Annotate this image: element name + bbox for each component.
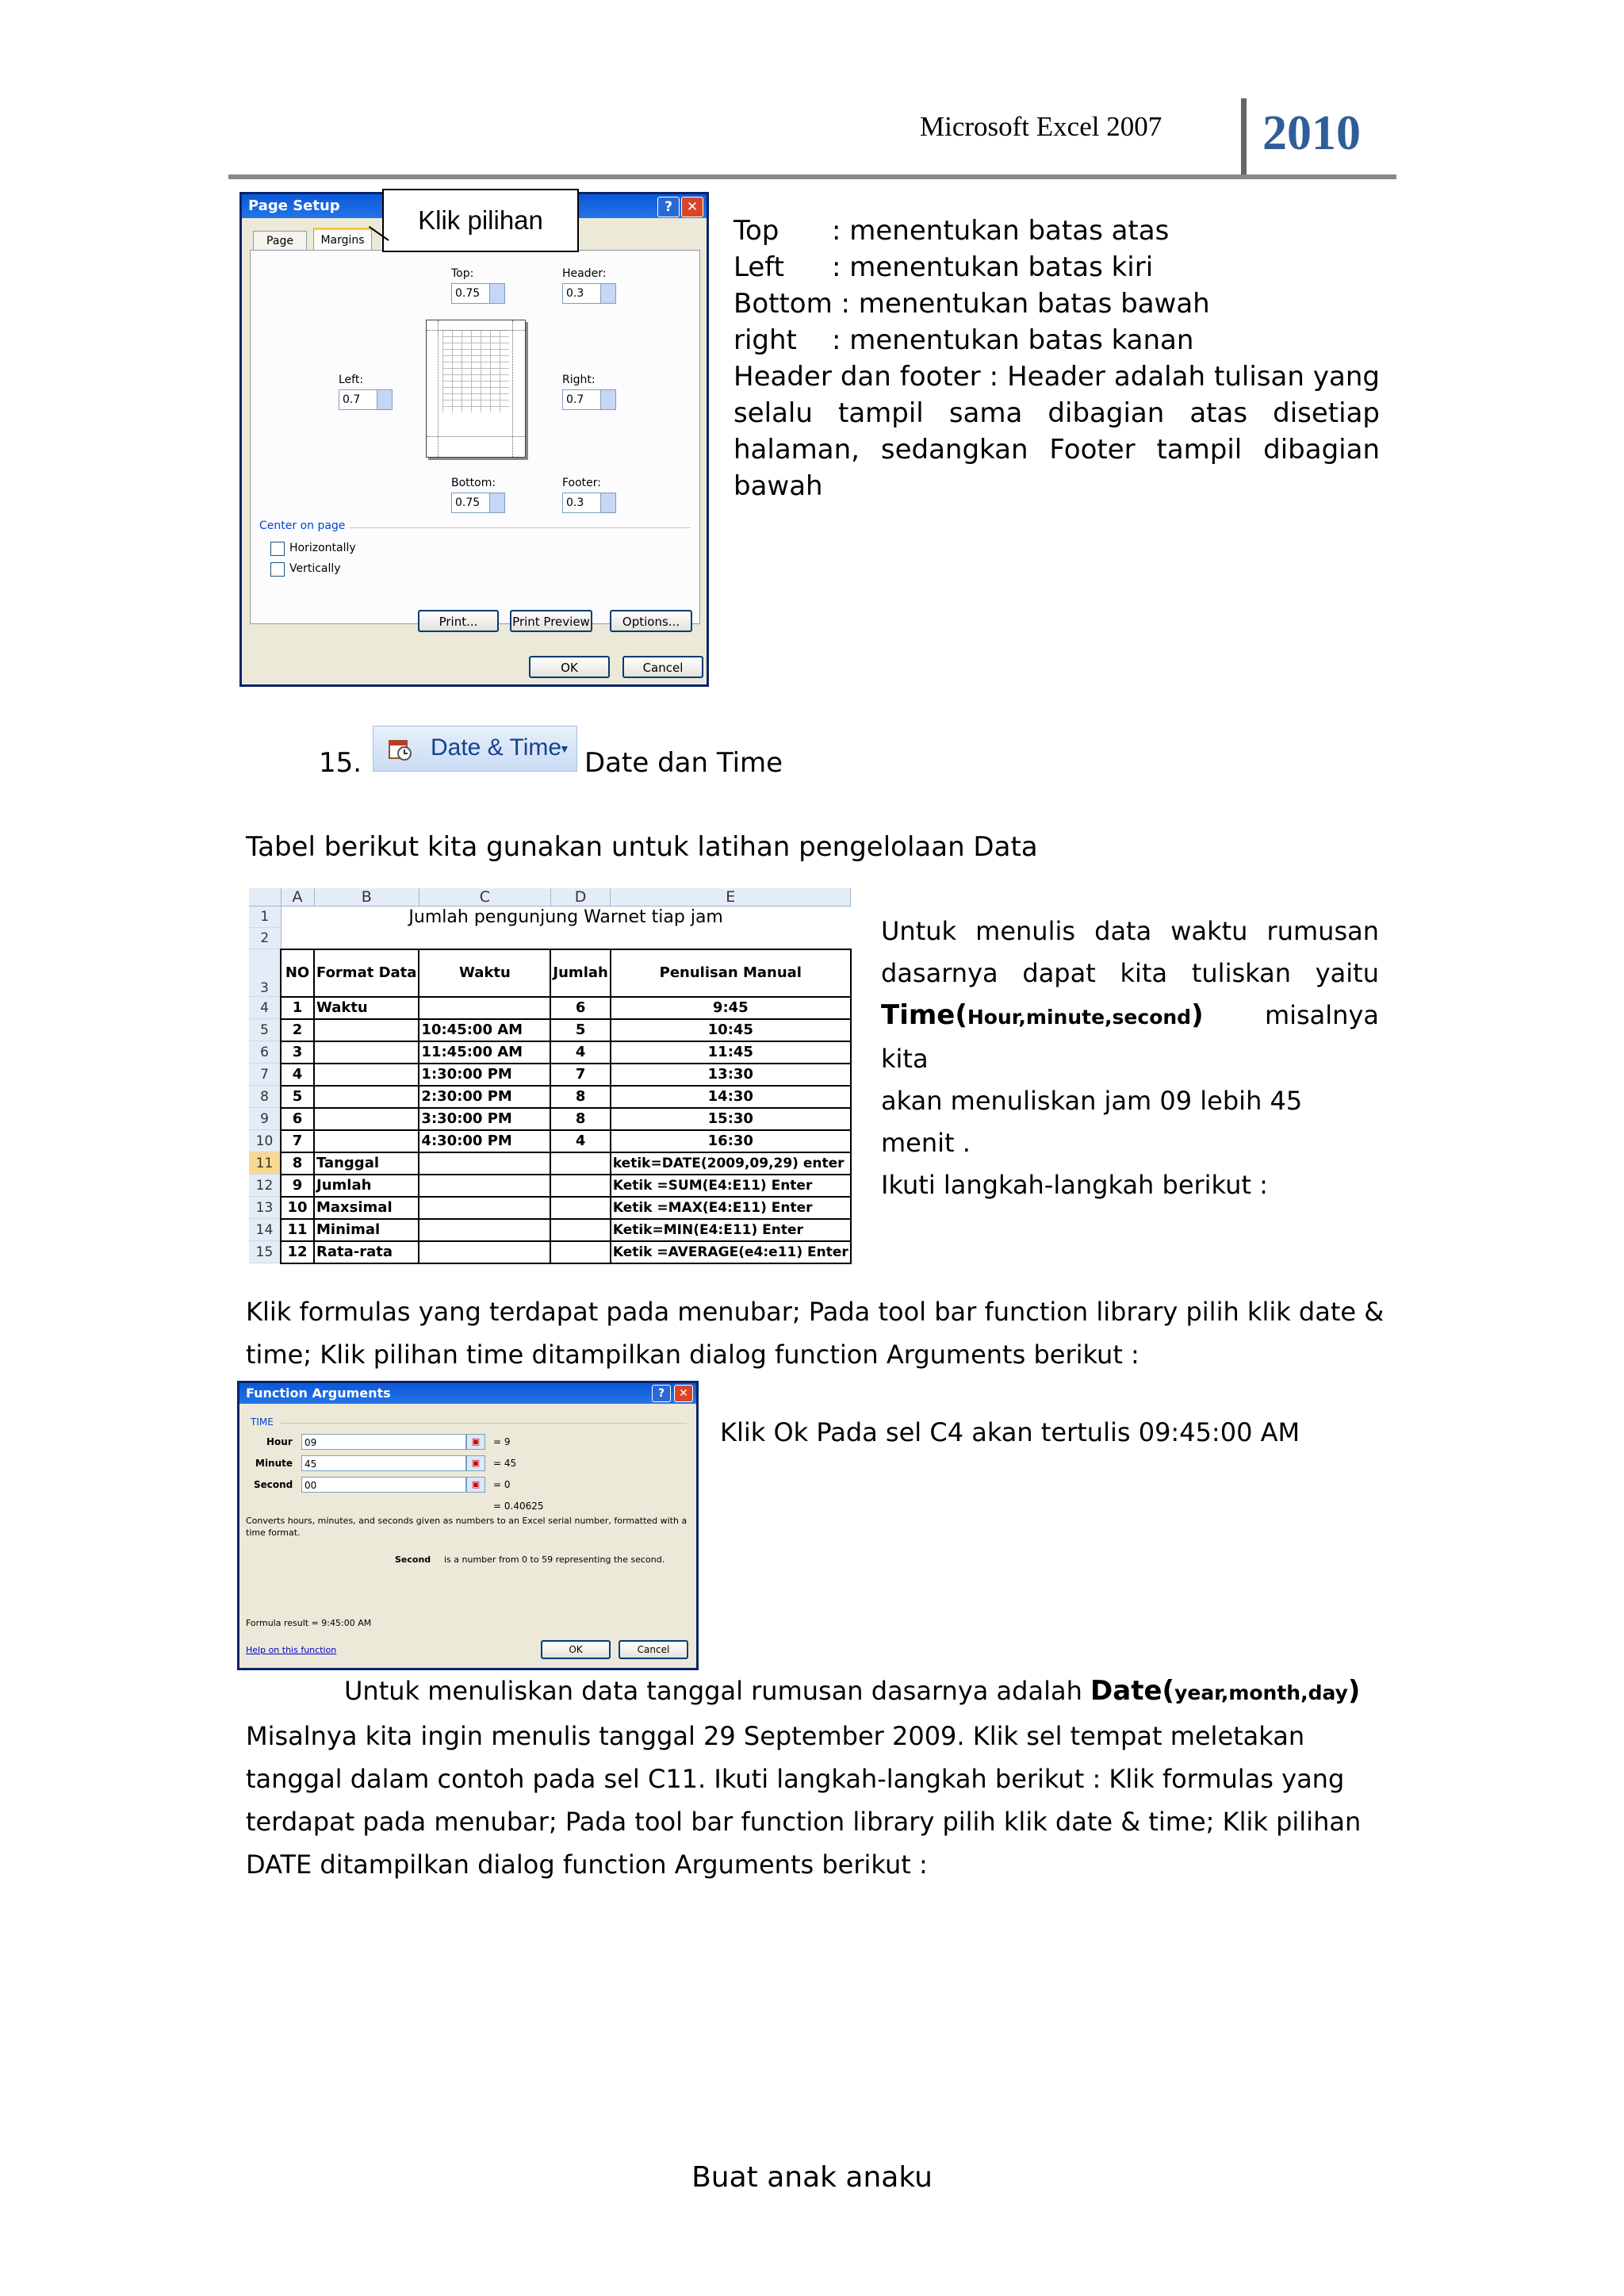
table-cell[interactable] — [314, 1019, 419, 1041]
table-cell[interactable] — [550, 1175, 610, 1197]
center-on-page-label: Center on page — [259, 519, 346, 532]
table-cell[interactable]: Rata-rata — [314, 1241, 419, 1263]
close-icon[interactable]: ✕ — [674, 1385, 693, 1402]
header-label: Header: — [562, 267, 607, 280]
table-cell[interactable] — [419, 1197, 550, 1219]
function-arguments-dialog — [237, 1381, 699, 1670]
date-time-button[interactable] — [373, 726, 577, 772]
time-section-label: TIME — [251, 1416, 274, 1428]
table-cell[interactable]: 7 — [281, 1130, 314, 1152]
table-cell[interactable]: 13:30 — [611, 1064, 851, 1086]
def-bottom: Bottom : menentukan batas bawah — [733, 288, 1210, 320]
header-cell[interactable]: NO — [281, 949, 314, 997]
arg-name: Second — [395, 1554, 431, 1565]
second-input[interactable]: 00 — [301, 1477, 466, 1493]
table-cell[interactable]: 11:45:00 AM — [419, 1041, 550, 1064]
table-cell[interactable] — [419, 1219, 550, 1241]
def-right: right : menentukan batas kanan — [733, 324, 1194, 356]
tab-margins[interactable]: Margins — [313, 228, 372, 253]
table-cell[interactable]: 4 — [550, 1130, 610, 1152]
help-icon[interactable]: ? — [657, 197, 680, 217]
row-header[interactable]: 8 — [249, 1086, 281, 1108]
hour-label: Hour — [266, 1436, 293, 1447]
vertically-checkbox[interactable] — [270, 562, 285, 577]
instructions-1: Klik formulas yang terdapat pada menubar; Pada tool bar function library pilih klik date & time; Klik pilihan time ditampilkan dialog function Arguments berikut : — [246, 1297, 1385, 1370]
header-margin-input[interactable]: 0.3 — [562, 283, 616, 304]
table-cell[interactable]: 6 — [550, 997, 610, 1019]
date-time-label: Date & Time — [431, 734, 562, 761]
second-result: = 0 — [493, 1479, 511, 1490]
time-line1: Untuk menulis data waktu rumusan — [881, 916, 1379, 946]
col-header[interactable]: E — [611, 888, 851, 907]
horizontally-label: Horizontally — [289, 542, 356, 554]
sheet-title[interactable]: Jumlah pengunjung Warnet tiap jam — [408, 907, 723, 927]
table-cell[interactable]: 6 — [281, 1108, 314, 1130]
table-cell[interactable] — [419, 1175, 550, 1197]
def-top: Top : menentukan batas atas — [733, 215, 1170, 247]
row-header[interactable]: 13 — [249, 1197, 281, 1219]
empty-row[interactable] — [281, 928, 851, 949]
row-header[interactable]: 12 — [249, 1175, 281, 1197]
top-margin-input[interactable]: 0.75 — [451, 283, 505, 304]
table-cell[interactable]: Maxsimal — [314, 1197, 419, 1219]
print-preview-button[interactable]: Print Preview — [510, 610, 592, 632]
table-cell[interactable]: 4:30:00 PM — [419, 1130, 550, 1152]
page-setup-dialog — [239, 192, 709, 687]
table-cell[interactable] — [314, 1041, 419, 1064]
corner-cell[interactable] — [249, 888, 281, 907]
table-cell[interactable] — [419, 997, 550, 1019]
table-cell[interactable]: Ketik =AVERAGE(e4:e11) Enter — [611, 1241, 851, 1263]
close-icon[interactable]: ✕ — [681, 197, 703, 217]
header-rule — [228, 174, 1396, 179]
table-cell[interactable]: 8 — [550, 1086, 610, 1108]
table-cell[interactable]: 10:45:00 AM — [419, 1019, 550, 1041]
table-cell[interactable]: 8 — [550, 1108, 610, 1130]
collapse-icon[interactable]: ▣ — [466, 1477, 485, 1493]
cancel-button[interactable]: Cancel — [619, 1640, 688, 1659]
table-cell[interactable]: 4 — [281, 1064, 314, 1086]
table-cell[interactable] — [550, 1197, 610, 1219]
ok-button[interactable]: OK — [541, 1640, 611, 1659]
ok-button[interactable]: OK — [529, 656, 610, 678]
collapse-icon[interactable]: ▣ — [466, 1455, 485, 1471]
table-cell[interactable]: Jumlah — [314, 1175, 419, 1197]
table-cell[interactable] — [314, 1108, 419, 1130]
row-header[interactable]: 5 — [249, 1019, 281, 1041]
time-line2: dasarnya dapat kita tuliskan yaitu — [881, 958, 1379, 988]
table-cell[interactable] — [550, 1219, 610, 1241]
col-header[interactable]: D — [550, 888, 610, 907]
table-cell[interactable] — [419, 1152, 550, 1175]
row-header[interactable]: 11 — [249, 1152, 281, 1175]
help-icon[interactable]: ? — [652, 1385, 671, 1402]
table-cell[interactable]: Ketik =MAX(E4:E11) Enter — [611, 1197, 851, 1219]
function-arguments-title: Function Arguments — [246, 1386, 391, 1401]
second-label: Second — [254, 1479, 293, 1490]
header-cell[interactable]: Waktu — [419, 949, 550, 997]
table-cell[interactable]: 4 — [550, 1041, 610, 1064]
col-header[interactable]: C — [419, 888, 550, 907]
klik-pilihan-callout: Klik pilihan — [382, 189, 579, 252]
date-intro-line: Untuk menuliskan data tanggal rumusan dasarnya adalah Date(year,month,day) — [344, 1675, 1361, 1707]
table-cell[interactable]: 12 — [281, 1241, 314, 1263]
table-cell[interactable]: 1 — [281, 997, 314, 1019]
row-header[interactable]: 3 — [249, 949, 281, 997]
help-link[interactable]: Help on this function — [246, 1645, 337, 1655]
table-cell[interactable]: 10 — [281, 1197, 314, 1219]
header-year: 2010 — [1262, 106, 1361, 160]
ok-note: Klik Ok Pada sel C4 akan tertulis 09:45:00 AM — [720, 1417, 1300, 1447]
left-label: Left: — [339, 374, 364, 386]
table-cell[interactable]: 11 — [281, 1219, 314, 1241]
col-header[interactable]: B — [314, 888, 419, 907]
table-cell[interactable]: 2:30:00 PM — [419, 1086, 550, 1108]
table-cell[interactable] — [550, 1152, 610, 1175]
table-cell[interactable] — [314, 1130, 419, 1152]
step-number: 15. — [319, 747, 362, 779]
header-cell[interactable]: Jumlah — [550, 949, 610, 997]
table-cell[interactable]: 15:30 — [611, 1108, 851, 1130]
header-title: Microsoft Excel 2007 — [920, 111, 1162, 142]
table-cell[interactable]: 9 — [281, 1175, 314, 1197]
function-description: Converts hours, minutes, and seconds given as numbers to an Excel serial number, formatted with a time format. — [246, 1516, 688, 1538]
hour-result: = 9 — [493, 1436, 511, 1447]
minute-label: Minute — [255, 1458, 293, 1469]
footer-text: Buat anak anaku — [691, 2161, 933, 2194]
time-line3: Time(Hour,minute,second) misalnya kita — [881, 999, 1379, 1074]
page-setup-title: Page Setup — [248, 197, 340, 214]
page-preview — [426, 320, 526, 458]
table-cell[interactable]: 2 — [281, 1019, 314, 1041]
print-button[interactable]: Print... — [418, 610, 499, 632]
row-header[interactable]: 1 — [249, 907, 281, 928]
header-divider — [1241, 98, 1247, 178]
table-cell[interactable]: 11:45 — [611, 1041, 851, 1064]
time-line4: akan menuliskan jam 09 lebih 45 menit . — [881, 1086, 1303, 1158]
step-text: Date dan Time — [584, 747, 783, 779]
table-cell[interactable] — [314, 1086, 419, 1108]
right-margin-input[interactable]: 0.7 — [562, 389, 616, 410]
excel-sheet — [249, 888, 856, 1275]
table-cell[interactable]: Minimal — [314, 1219, 419, 1241]
footer-label: Footer: — [562, 477, 602, 489]
table-cell[interactable] — [314, 1064, 419, 1086]
table-cell[interactable]: Ketik =SUM(E4:E11) Enter — [611, 1175, 851, 1197]
collapse-icon[interactable]: ▣ — [466, 1434, 485, 1450]
row-header[interactable]: 2 — [249, 928, 281, 949]
time-description — [881, 910, 1379, 1206]
bottom-label: Bottom: — [451, 477, 496, 489]
table-cell[interactable]: 16:30 — [611, 1130, 851, 1152]
row-header[interactable]: 10 — [249, 1130, 281, 1152]
tab-page[interactable]: Page — [253, 231, 307, 251]
table-cell[interactable] — [419, 1241, 550, 1263]
header-cell[interactable]: Format Data — [314, 949, 419, 997]
margin-definitions — [733, 213, 1380, 504]
table-cell[interactable]: 5 — [281, 1086, 314, 1108]
total-result: = 0.40625 — [493, 1501, 544, 1512]
table-cell[interactable]: 8 — [281, 1152, 314, 1175]
time-line5: Ikuti langkah-langkah berikut : — [881, 1170, 1268, 1200]
cancel-button[interactable]: Cancel — [622, 656, 703, 678]
table-cell[interactable]: Ketik=MIN(E4:E11) Enter — [611, 1219, 851, 1241]
horizontally-checkbox[interactable] — [270, 542, 285, 556]
arg-description: is a number from 0 to 59 representing the second. — [444, 1554, 665, 1565]
row-header[interactable]: 4 — [249, 997, 281, 1019]
row-header[interactable]: 15 — [249, 1241, 281, 1263]
minute-input[interactable]: 45 — [301, 1455, 466, 1471]
calendar-clock-icon — [388, 736, 412, 761]
table-cell[interactable]: 5 — [550, 1019, 610, 1041]
table-cell[interactable]: 3 — [281, 1041, 314, 1064]
table-intro: Tabel berikut kita gunakan untuk latihan pengelolaan Data — [246, 831, 1038, 863]
date-description — [246, 1669, 1388, 1886]
vertically-label: Vertically — [289, 562, 341, 575]
row-header[interactable]: 6 — [249, 1041, 281, 1064]
left-margin-input[interactable]: 0.7 — [339, 389, 393, 410]
table-cell[interactable] — [550, 1241, 610, 1263]
options-button[interactable]: Options... — [610, 610, 692, 632]
footer-margin-input[interactable]: 0.3 — [562, 493, 616, 513]
bottom-margin-input[interactable]: 0.75 — [451, 493, 505, 513]
table-cell[interactable]: 1:30:00 PM — [419, 1064, 550, 1086]
table-cell[interactable]: 9:45 — [611, 997, 851, 1019]
table-cell[interactable]: 7 — [550, 1064, 610, 1086]
formula-result: Formula result = 9:45:00 AM — [246, 1618, 372, 1628]
table-cell[interactable]: 3:30:00 PM — [419, 1108, 550, 1130]
minute-result: = 45 — [493, 1458, 517, 1469]
chevron-down-icon: ▼ — [559, 742, 570, 755]
header-cell[interactable]: Penulisan Manual — [611, 949, 851, 997]
table-cell[interactable]: 10:45 — [611, 1019, 851, 1041]
def-header-footer: Header dan footer : Header adalah tulisan yang selalu tampil sama dibagian atas disetiap halaman, sedangkan Footer tampil dibagian bawah — [733, 361, 1380, 502]
col-header[interactable]: A — [281, 888, 314, 907]
def-left: Left : menentukan batas kiri — [733, 251, 1154, 283]
date-rest: Misalnya kita ingin menulis tanggal 29 September 2009. Klik sel tempat meletakan tanggal dalam contoh pada sel C11. Ikuti langkah-langkah berikut : Klik formulas yang terdapat pada menubar; Pada tool bar function library pilih klik date & time; Klik pilihan DATE ditampilkan dialog function Arguments berikut : — [246, 1721, 1362, 1880]
preview-grid — [442, 330, 509, 412]
function-arguments-titlebar — [239, 1383, 696, 1404]
table-cell[interactable]: 14:30 — [611, 1086, 851, 1108]
table-cell[interactable]: Tanggal — [314, 1152, 419, 1175]
hour-input[interactable]: 09 — [301, 1434, 466, 1450]
row-header[interactable]: 9 — [249, 1108, 281, 1130]
table-cell[interactable]: Waktu — [314, 997, 419, 1019]
table-cell[interactable]: ketik=DATE(2009,09,29) enter — [611, 1152, 851, 1175]
right-label: Right: — [562, 374, 596, 386]
row-header[interactable]: 14 — [249, 1219, 281, 1241]
row-header[interactable]: 7 — [249, 1064, 281, 1086]
top-label: Top: — [451, 267, 474, 280]
